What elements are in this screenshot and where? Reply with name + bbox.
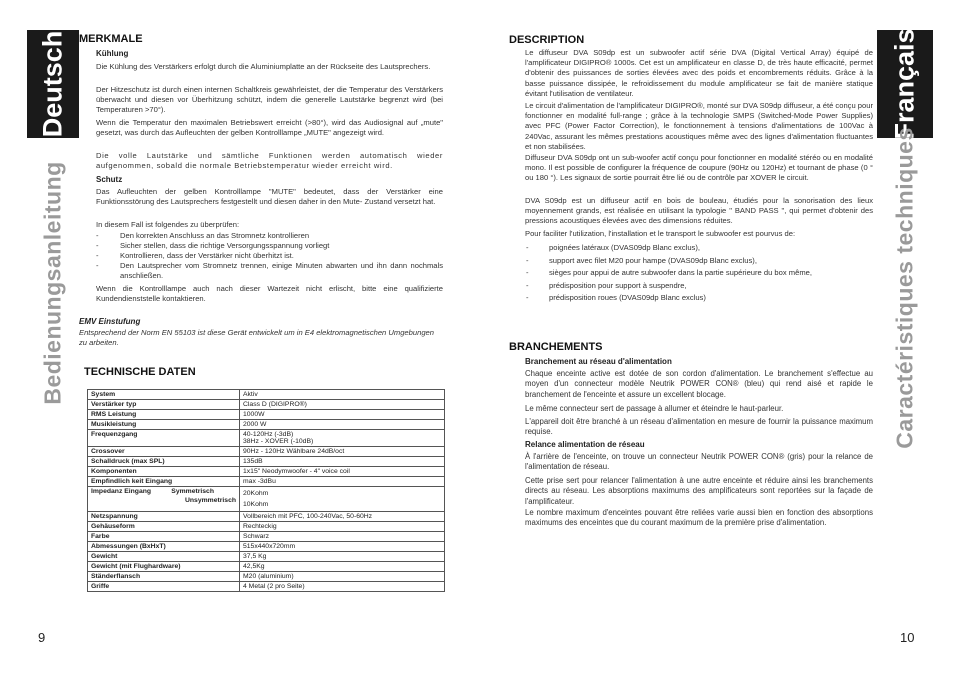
table-row: System Aktiv xyxy=(88,390,445,400)
kuehlung-p2: Der Hitzeschutz ist durch einen internen Schaltkreis gewährleistet, der die Temperatur des Verstärkers überwacht und diesen vor Überhitzung schützt, indem die generelle Lautstärke begrenzt wird (bei Temperaturen >70°). xyxy=(96,85,443,115)
table-row: Frequenzgang 40-120Hz (-3dB) 38Hz - XOVER (-10dB) xyxy=(88,430,445,447)
table-row: Farbe Schwarz xyxy=(88,532,445,542)
table-row: Komponenten 1x15" Neodymwoofer - 4" voice coil xyxy=(88,467,445,477)
check-item: - Den Lautsprecher vom Stromnetz trennen, einige Minuten abwarten und ihn dann nochmals anschließen. xyxy=(96,261,443,280)
spec-table xyxy=(87,389,445,592)
subtitle-box-de xyxy=(27,138,79,428)
page-number-right: 10 xyxy=(900,630,915,645)
language-tab-fr xyxy=(877,30,933,138)
description-p4: DVA S09dp est un diffuseur actif en bois de bouleau, étudiés pour la sonorisation des lieux moyennement grands, est réalisée en utilisant la typologie " BAND PASS ", qui permet d'obtenir des pressions acoustiques élevées avec des dimensions réduites. xyxy=(525,196,873,226)
tab-title-de: Deutsch xyxy=(37,30,68,138)
description-heading: DESCRIPTION xyxy=(509,34,585,46)
description-p2: Le circuit d'alimentation de l'amplificateur DIGIPRO®, monté sur DVA S09dp diffuseur, a été conçu pour fonctionner en modalité full-range ; grâce à la technologie SMPS (Switched-Mode Power Supplies) avec PFC (Power Factor Correction), le fonctionnement à tensions d'alimentations de 100Vac à 240Vac, assurant les mêmes prestations acoustiques même avec des lignes d'alimentation fluctuantes et non stabilisées. xyxy=(525,101,873,151)
tab-subtitle-fr: Caractéristiques techniques xyxy=(891,127,918,449)
kuehlung-p4: Die volle Lautstärke und sämtliche Funktionen werden automatisch wieder aufgenommen, sobald die normale Betriebstemperatur wieder erreicht wird. xyxy=(96,151,443,171)
table-row: Gewicht 37,5 Kg xyxy=(88,552,445,562)
schutz-p6: In diesem Fall ist folgendes zu überprüfen: xyxy=(96,220,240,229)
branchements-p3: L'appareil doit être branché à un réseau d'alimentation en mesure de fournir la puissance maximum requise. xyxy=(525,417,873,437)
right-sidebar xyxy=(877,30,933,642)
table-row: RMS Leistung 1000W xyxy=(88,410,445,420)
tab-title-fr: Français xyxy=(889,28,920,140)
check-item: - Den korrekten Anschluss an das Stromnetz kontrollieren xyxy=(96,231,310,240)
tab-subtitle-de: Bedienungsanleitung xyxy=(39,161,66,405)
table-row: Griffe 4 Metal (2 pro Seite) xyxy=(88,582,445,592)
language-tab-de xyxy=(27,30,79,138)
table-row: Abmessungen (BxHxT) 515x440x720mm xyxy=(88,542,445,552)
table-row: Schalldruck (max SPL) 135dB xyxy=(88,457,445,467)
table-row: Verstärker typ Class D (DIGIPRO®) xyxy=(88,400,445,410)
table-row: Ständerflansch M20 (aluminium) xyxy=(88,572,445,582)
technische-heading: TECHNISCHE DATEN xyxy=(84,366,196,378)
branchements-p1: Chaque enceinte active est dotée de son cordon d'alimentation. Le branchement s'effectue au moyen d'un connecteur modèle Neutrik POWER CON® (bleu) qui rend aisé et rapide le branchement de l'enceinte et assure un excellent blocage. xyxy=(525,369,873,399)
branchements-p6: Le nombre maximum d'enceintes pouvant être reliées varie aussi bien en fonction des absorptions maximums des enceintes que du courant maximum de la première prise d'alimentation. xyxy=(525,508,873,528)
description-p1: Le diffuseur DVA S09dp est un subwoofer actif série DVA (Digital Vertical Array) équipé de l'amplificateur DIGIPRO® 1000s. Cet est un amplificateur en classe D, de très haute efficacité, permet d'obtenir des puissances de sorties élevées avec des poids et encombrements réduits. Grâce à la basse puissance dissipée, le refroidissement du module amplificateur se fait de manière statique évitant l'utilisation de ventilateur. xyxy=(525,48,873,98)
table-row: Gehäuseform Rechteckig xyxy=(88,522,445,532)
table-row: Crossover 90Hz - 120Hz Wählbare 24dB/oct xyxy=(88,447,445,457)
schutz-p5: Das Aufleuchten der gelben Kontrolllampe "MUTE" bedeutet, dass der Verstärker eine Funktionsstörung des Lautsprechers festgestellt und diesen daher in den Mute- Zustand versetzt hat. xyxy=(96,187,443,207)
schutz-p7: Wenn die Kontrolllampe auch nach dieser Wartezeit nicht erlischt, bitte eine qualifizierte Kundendienststelle kontaktieren. xyxy=(96,284,443,304)
merkmale-heading: MERKMALE xyxy=(79,33,143,45)
table-row: Empfindlich keit Eingang max -3dBu xyxy=(88,477,445,487)
subtitle-box-fr xyxy=(877,127,933,449)
table-row: Musikleistung 2000 W xyxy=(88,420,445,430)
branchement-subtitle: Branchement au réseau d'alimentation xyxy=(525,357,672,366)
branchements-p2: Le même connecteur sert de passage à allumer et éteindre le haut-parleur. xyxy=(525,404,784,413)
branchements-p5: Cette prise sert pour relancer l'alimentation à une autre enceinte et réduire ainsi les branchements directs au réseau. Les absorptions maximums des amplificateurs sont reportées sur la façade de l'amplificateur. xyxy=(525,476,873,506)
emv-text: Entsprechend der Norm EN 55103 ist diese Gerät entwickelt um in E4 elektromagnetischen Umgebungen zu arbeiten. xyxy=(79,328,434,348)
left-sidebar xyxy=(27,30,79,642)
description-p3: Diffuseur DVA S09dp ont un sub-woofer actif conçu pour fonctionner en modalité stéréo ou en modalité mono. Il est possible de configurer la fréquence de coupure (90Hz ou 120Hz) et tournant de phase (0 ° ou 180 °). Les signaux de sortie pourrait être lié ou de contrôle par XOVER le circuit. xyxy=(525,153,873,183)
branchements-heading: BRANCHEMENTS xyxy=(509,341,603,353)
table-row: Impedanz Eingang Symmetrisch Unsymmetrisch 20Kohm 10Kohm xyxy=(88,487,445,512)
kuehlung-title: Kühlung xyxy=(96,49,129,58)
emv-title: EMV Einstufung xyxy=(79,317,141,326)
branchements-p4: À l'arrière de l'enceinte, on trouve un connecteur Neutrik POWER CON® (gris) pour la relance de l'alimentation de réseau. xyxy=(525,452,873,472)
table-row: Netzspannung Vollbereich mit PFC, 100-240Vac, 50-60Hz xyxy=(88,512,445,522)
relance-subtitle: Relance alimentation de réseau xyxy=(525,440,645,449)
description-p5: Pour faciliter l'utilization, l'installation et le transport le subwoofer est pourvus de: xyxy=(525,229,796,238)
page-number-left: 9 xyxy=(38,630,46,645)
kuehlung-p3: Wenn die Temperatur den maximalen Betriebswert erreicht (>80°), wird das Audiosignal auf „mute" gesetzt, was durch das Aufleuchten der gelben Kontrolllampe „MUTE" angezeigt wird. xyxy=(96,118,443,138)
check-item: - Sicher stellen, dass die richtige Versorgungsspannung vorliegt xyxy=(96,241,330,250)
table-row: Gewicht (mit Flughardware) 42,5Kg xyxy=(88,562,445,572)
kuehlung-p1: Die Kühlung des Verstärkers erfolgt durch die Aluminiumplatte an der Rückseite des Lautsprechers. xyxy=(96,62,431,71)
check-item: - Kontrollieren, dass der Verstärker nicht überhitzt ist. xyxy=(96,251,294,260)
schutz-title: Schutz xyxy=(96,175,123,184)
